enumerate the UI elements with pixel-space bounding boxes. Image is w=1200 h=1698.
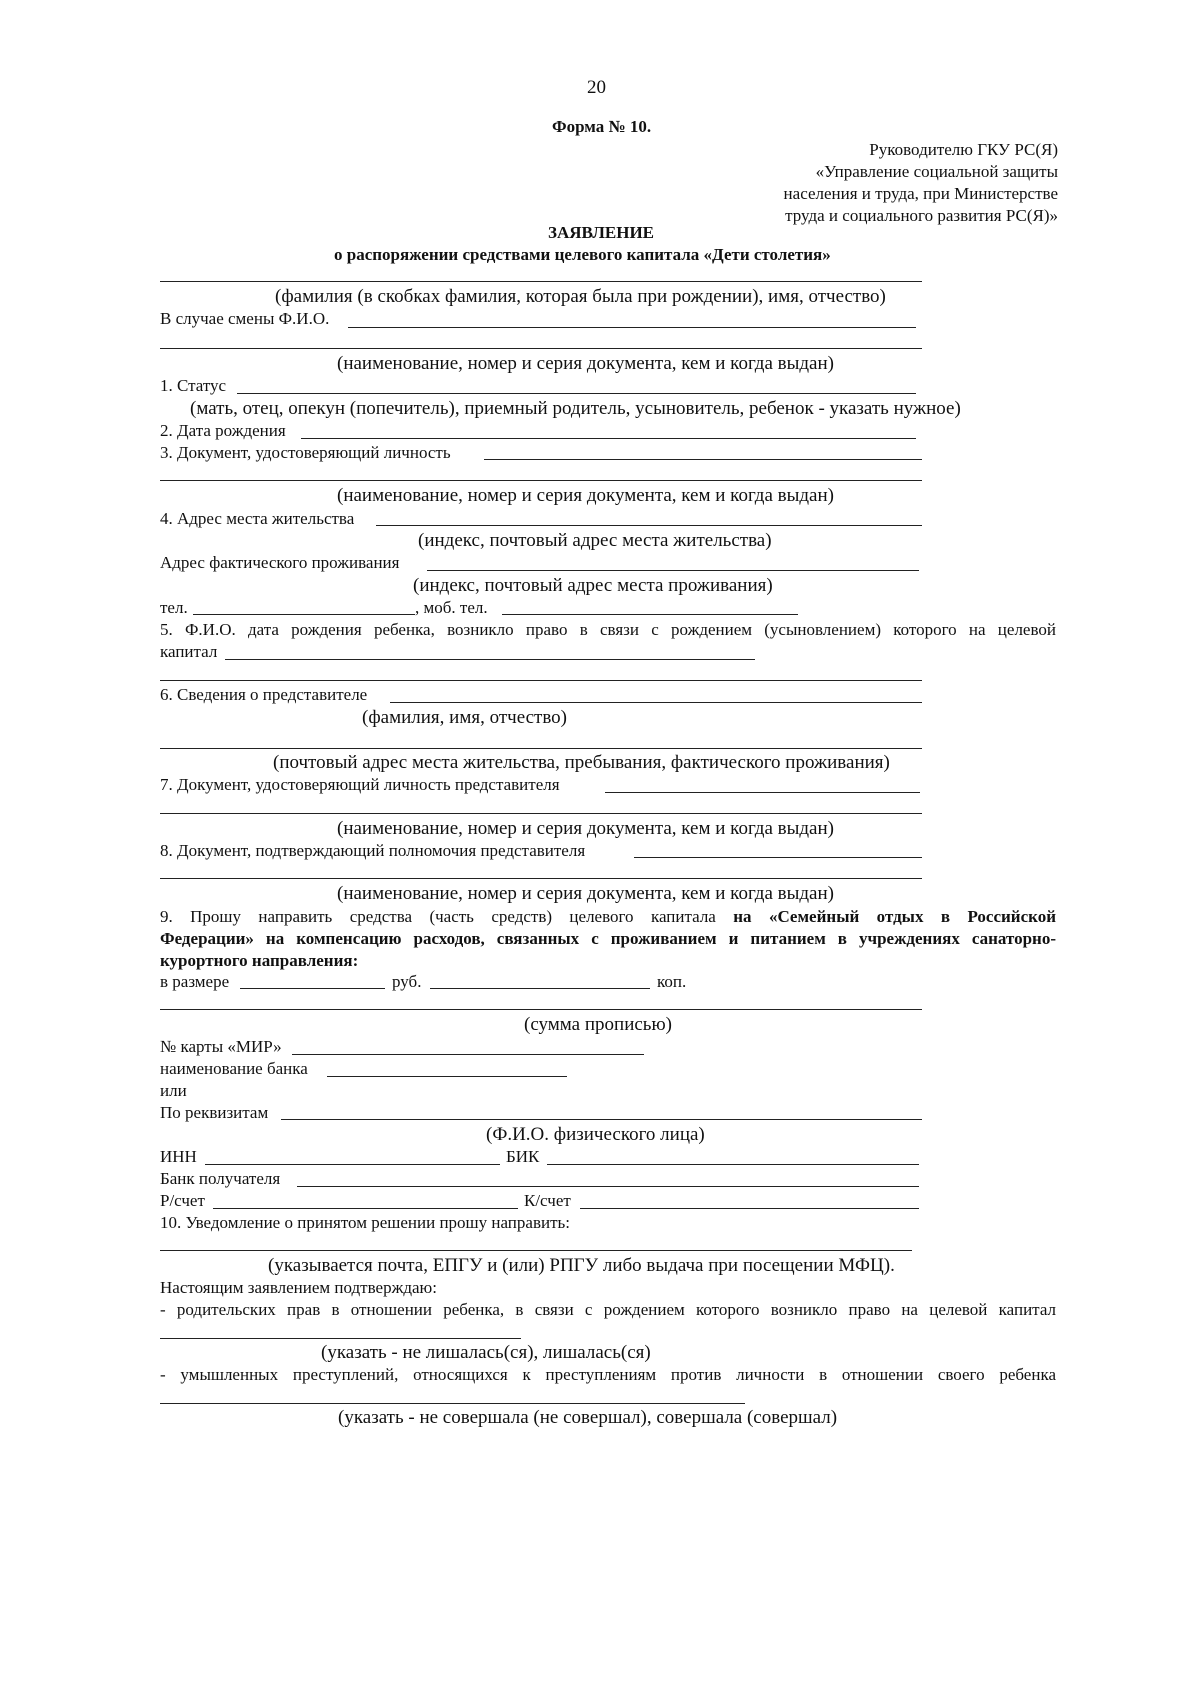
form-number: Форма № 10. bbox=[552, 117, 652, 136]
id-doc-field[interactable] bbox=[484, 459, 922, 460]
label-bank-name: наименование банка bbox=[160, 1059, 308, 1078]
actual-address-field[interactable] bbox=[427, 570, 919, 571]
label-rub: руб. bbox=[392, 972, 422, 991]
amount-kop-field[interactable] bbox=[430, 988, 650, 989]
label-representative: 6. Сведения о представителе bbox=[160, 685, 368, 704]
rs-field[interactable] bbox=[213, 1208, 518, 1209]
status-field[interactable] bbox=[237, 393, 916, 394]
birth-date-field[interactable] bbox=[301, 438, 916, 439]
label-rep-auth: 8. Документ, подтверждающий полномочия представителя bbox=[160, 841, 586, 860]
rep-id-field[interactable] bbox=[605, 792, 920, 793]
label-actual-address: Адрес фактического проживания bbox=[160, 553, 400, 572]
hint-confirm-1: (указать - не лишалась(ся), лишалась(ся) bbox=[321, 1342, 651, 1363]
ks-field[interactable] bbox=[580, 1208, 919, 1209]
item5-line2: капитал bbox=[160, 642, 218, 661]
hint-address: (индекс, почтовый адрес места жительства) bbox=[418, 530, 772, 551]
child-field-2[interactable] bbox=[160, 680, 922, 681]
label-card: № карты «МИР» bbox=[160, 1037, 282, 1056]
hint-rep-name: (фамилия, имя, отчество) bbox=[362, 707, 568, 728]
confirm-1: - родительских прав в отношении ребенка, в связи с рождением которого возникло право на целевой капитал bbox=[160, 1300, 1056, 1319]
confirm-2: - умышленных преступлений, относящихся к преступлениям против личности в отношении своего ребенка bbox=[160, 1365, 1056, 1384]
bank-name-field[interactable] bbox=[327, 1076, 567, 1077]
label-rep-id: 7. Документ, удостоверяющий личность представителя bbox=[160, 775, 560, 794]
address-field[interactable] bbox=[376, 525, 922, 526]
item5-line1: 5. Ф.И.О. дата рождения ребенка, возникло право в связи с рождением (усыновлением) которого на целевой bbox=[160, 620, 1056, 639]
page-number: 20 bbox=[587, 77, 606, 98]
recipient-bank-field[interactable] bbox=[297, 1186, 919, 1187]
requisites-field[interactable] bbox=[281, 1119, 922, 1120]
hint-fio: (фамилия (в скобках фамилия, которая была при рождении), имя, отчество) bbox=[275, 286, 886, 307]
label-kop: коп. bbox=[657, 972, 687, 991]
addressee-line-3: населения и труда, при Министерстве bbox=[783, 184, 1058, 203]
amount-words-field[interactable] bbox=[160, 1009, 922, 1010]
representative-field[interactable] bbox=[390, 702, 922, 703]
item9-line1-a: 9. Прошу направить средства (часть средств) целевого капитала bbox=[160, 907, 734, 926]
label-recipient-bank: Банк получателя bbox=[160, 1169, 281, 1188]
mobile-field[interactable] bbox=[502, 614, 798, 615]
addressee-line-4: труда и социального развития РС(Я)» bbox=[785, 206, 1058, 225]
notice-field[interactable] bbox=[160, 1250, 912, 1251]
amount-rub-field[interactable] bbox=[240, 988, 385, 989]
hint-doc-3: (наименование, номер и серия документа, кем и когда выдан) bbox=[337, 818, 834, 839]
hint-notice: (указывается почта, ЕПГУ и (или) РПГУ либо выдача при посещении МФЦ). bbox=[268, 1255, 895, 1276]
label-rs: Р/счет bbox=[160, 1191, 205, 1210]
label-amount: в размере bbox=[160, 972, 230, 991]
fio-change-field[interactable] bbox=[348, 327, 916, 328]
fio-change-doc-field[interactable] bbox=[160, 348, 922, 349]
hint-doc-1: (наименование, номер и серия документа, кем и когда выдан) bbox=[337, 353, 834, 374]
item9-line1 bbox=[160, 908, 1056, 925]
label-id-doc: 3. Документ, удостоверяющий личность bbox=[160, 443, 451, 462]
item9-line1-b: на «Семейный отдых в Российской bbox=[733, 907, 1056, 926]
bik-field[interactable] bbox=[547, 1164, 919, 1165]
addressee-line-2: «Управление социальной защиты bbox=[815, 162, 1058, 181]
rep-auth-field-2[interactable] bbox=[160, 878, 922, 879]
card-number-field[interactable] bbox=[292, 1054, 644, 1055]
id-doc-field-2[interactable] bbox=[160, 480, 922, 481]
label-ks: К/счет bbox=[524, 1191, 571, 1210]
label-requisites: По реквизитам bbox=[160, 1103, 269, 1122]
label-or: или bbox=[160, 1081, 187, 1100]
label-notice: 10. Уведомление о принятом решении прошу направить: bbox=[160, 1213, 570, 1232]
confirm-1-field[interactable] bbox=[160, 1338, 521, 1339]
hint-actual-address: (индекс, почтовый адрес места проживания) bbox=[413, 575, 773, 596]
label-address: 4. Адрес места жительства bbox=[160, 509, 355, 528]
addressee-line-1: Руководителю ГКУ РС(Я) bbox=[869, 140, 1058, 159]
child-field[interactable] bbox=[225, 659, 755, 660]
document-title: ЗАЯВЛЕНИЕ bbox=[548, 223, 655, 242]
hint-doc-2: (наименование, номер и серия документа, кем и когда выдан) bbox=[337, 485, 834, 506]
item9-line3: курортного направления: bbox=[160, 951, 359, 970]
rep-auth-field[interactable] bbox=[634, 857, 922, 858]
label-birth: 2. Дата рождения bbox=[160, 421, 286, 440]
rep-address-field[interactable] bbox=[160, 748, 922, 749]
label-bik: БИК bbox=[506, 1147, 540, 1166]
hint-doc-4: (наименование, номер и серия документа, кем и когда выдан) bbox=[337, 883, 834, 904]
label-phone: тел. bbox=[160, 598, 188, 617]
label-inn: ИНН bbox=[160, 1147, 197, 1166]
hint-status: (мать, отец, опекун (попечитель), приемный родитель, усыновитель, ребенок - указать нужное) bbox=[190, 398, 961, 419]
hint-confirm-2: (указать - не совершала (не совершал), совершала (совершал) bbox=[338, 1407, 838, 1428]
inn-field[interactable] bbox=[205, 1164, 500, 1165]
rep-id-field-2[interactable] bbox=[160, 813, 922, 814]
hint-amount-words: (сумма прописью) bbox=[524, 1014, 672, 1035]
label-mobile: , моб. тел. bbox=[415, 598, 488, 617]
item9-line2: Федерации» на компенсацию расходов, связанных с проживанием и питанием в учреждениях санаторно- bbox=[160, 929, 1056, 948]
confirm-intro: Настоящим заявлением подтверждаю: bbox=[160, 1278, 437, 1297]
confirm-2-field[interactable] bbox=[160, 1403, 745, 1404]
phone-field[interactable] bbox=[193, 614, 415, 615]
label-fio-change: В случае смены Ф.И.О. bbox=[160, 309, 330, 328]
fio-field[interactable] bbox=[160, 281, 922, 282]
document-subtitle: о распоряжении средствами целевого капитала «Дети столетия» bbox=[334, 245, 831, 264]
hint-person: (Ф.И.О. физического лица) bbox=[486, 1124, 705, 1145]
hint-rep-address: (почтовый адрес места жительства, пребывания, фактического проживания) bbox=[273, 752, 890, 773]
label-status: 1. Статус bbox=[160, 376, 227, 395]
